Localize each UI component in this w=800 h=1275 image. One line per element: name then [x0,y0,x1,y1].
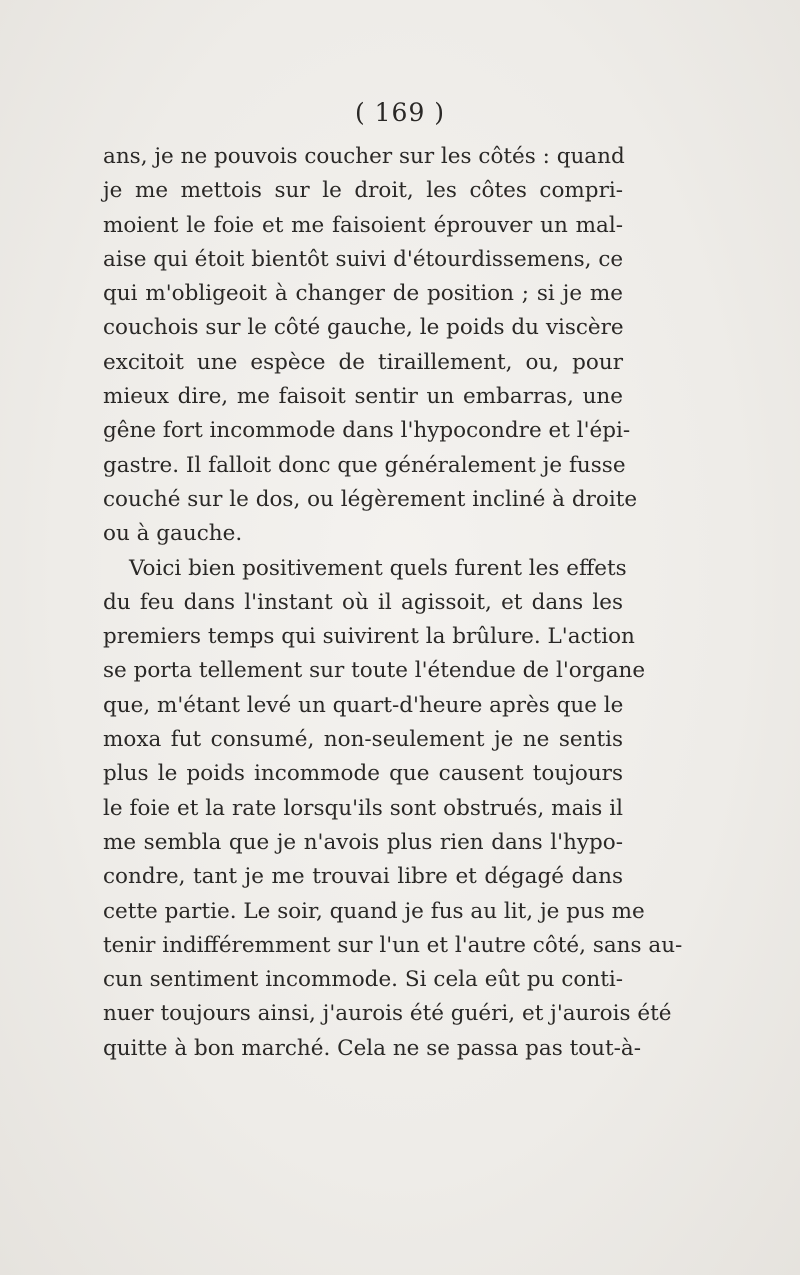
text-line: couché sur le dos, ou légèrement incliné à droite [103,486,638,512]
text-line: cun sentiment incommode. Si cela eût pu conti- [103,967,623,993]
text-line: quitte à bon marché. Cela ne se passa pas tout-à- [103,1035,641,1061]
text-line: mieux dire, me faisoit sentir un embarras, une [103,384,623,410]
text-line: gêne fort incommode dans l'hypocondre et l'épi- [103,418,631,444]
text-line: aise qui étoit bientôt suivi d'étourdissemens, ce [103,246,624,272]
text-line: cette partie. Le soir, quand je fus au lit, je pus me [103,898,645,924]
text-line: ou à gauche. [103,521,243,547]
text-line: couchois sur le côté gauche, le poids du viscère [103,315,624,341]
text-line: moient le foie et me faisoient éprouver un mal- [103,212,623,238]
page-number: ( 169 ) [354,98,446,127]
body-text [103,140,683,1066]
text-line: premiers temps qui suivirent la brûlure. L'action [103,624,635,650]
text-line: que, m'étant levé un quart-d'heure après que le [103,692,624,718]
text-line: gastre. Il falloit donc que généralement je fusse [103,452,626,478]
text-line: je me mettois sur le droit, les côtes compri- [103,178,623,204]
text-line: me sembla que je n'avois plus rien dans l'hypo- [103,829,623,855]
text-line: moxa fut consumé, non-seulement je ne sentis [103,727,623,753]
text-line: se porta tellement sur toute l'étendue de l'organe [103,658,646,684]
text-line: ans, je ne pouvois coucher sur les côtés : quand [103,144,625,169]
text-line: excitoit une espèce de tiraillement, ou, pour [103,349,623,375]
text-line: Voici bien positivement quels furent les effets [129,555,627,581]
text-line: qui m'obligeoit à changer de position ; si je me [103,281,623,307]
text-line: du feu dans l'instant où il agissoit, et dans les [103,589,623,615]
text-line: le foie et la rate lorsqu'ils sont obstrués, mais il [103,795,623,821]
text-line: condre, tant je me trouvai libre et dégagé dans [103,864,623,890]
text-line: plus le poids incommode que causent toujours [103,761,623,787]
text-line: tenir indifféremment sur l'un et l'autre côté, sans au- [103,932,683,958]
text-line: nuer toujours ainsi, j'aurois été guéri, et j'aurois été [103,1001,672,1027]
